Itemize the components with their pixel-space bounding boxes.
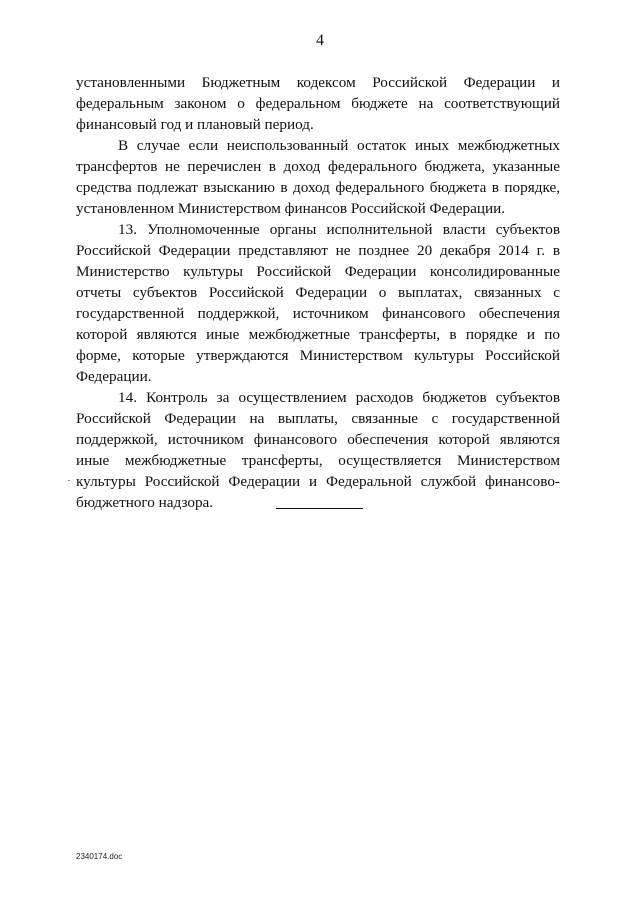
paragraph-unused-balance: В случае если неиспользованный остаток иных межбюджетных трансфертов не перечислен в доход федерального бюджета, указанные средства подлежат взысканию в доход федерального бюджета в порядке, установленном Министерством финансов Российской Федерации. xyxy=(76,137,560,217)
document-body xyxy=(76,72,560,513)
paragraph-item-13: 13. Уполномоченные органы исполнительной власти субъектов Российской Федерации представляют не позднее 20 декабря 2014 г. в Министерство культуры Российской Федерации консолидированные отчеты субъектов Российской Федерации о выплатах, связанных с государственной поддержкой, источником финансового обеспечения которой являются иные межбюджетные трансферты, в порядке и по форме, которые утверждаются Министерством культуры Российской Федерации. xyxy=(76,221,560,385)
document-file-code: 2340174.doc xyxy=(76,852,123,861)
page-number: 4 xyxy=(316,32,324,49)
end-separator-line xyxy=(276,508,363,509)
paragraph-continuation: установленными Бюджетным кодексом Российской Федерации и федеральным законом о федеральном бюджете на соответствующий финансовый год и плановый период. xyxy=(76,74,560,133)
paragraph-item-14: 14. Контроль за осуществлением расходов бюджетов субъектов Российской Федерации на выплаты, связанные с государственной поддержкой, источником финансового обеспечения которой являются иные межбюджетные трансферты, осуществляется Министерством культуры Российской Федерации и Федеральной службой финансово-бюджетного надзора. xyxy=(76,389,560,511)
scan-artifact-dot xyxy=(68,480,70,481)
